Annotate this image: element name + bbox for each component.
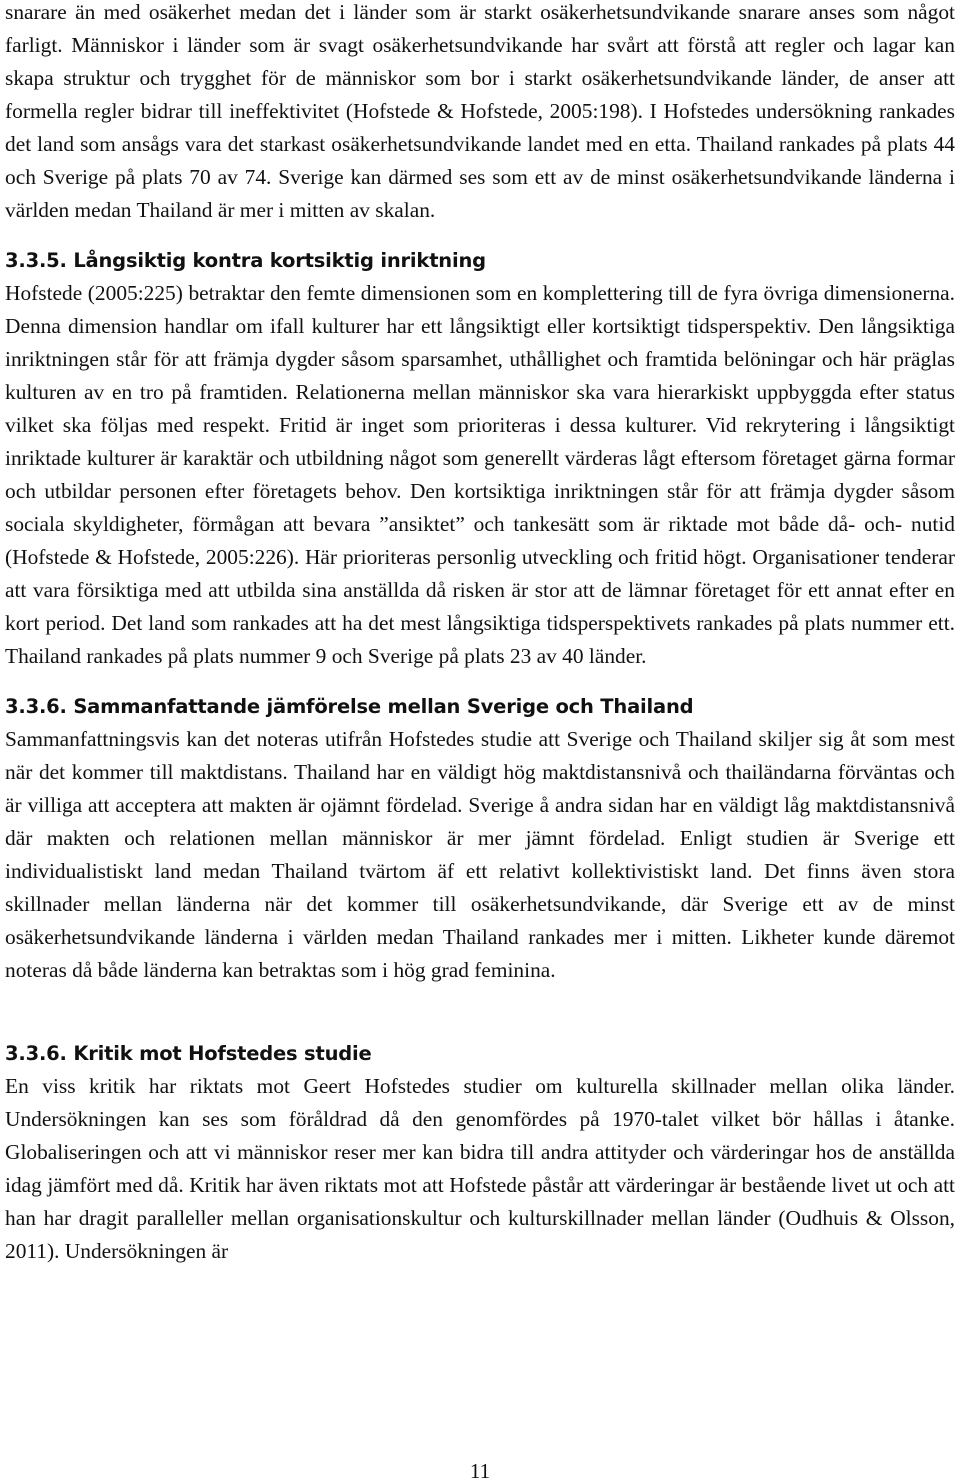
section-heading-criticism: 3.3.6. Kritik mot Hofstedes studie [5,1042,372,1065]
section-body-summary-comparison: Sammanfattningsvis kan det noteras utifrån Hofstedes studie att Sverige och Thailand skiljer sig åt som mest när det kommer till maktdistans. Thailand har en väldigt hög maktdistansnivå och thailändarna förväntas och är villiga att acceptera att makten är ojämnt fördelad. Sverige å andra sidan har en väldigt låg maktdistansnivå där makten och relationen mellan människor är mer jämnt fördelad. Enligt studien är Sverige ett individualistiskt land medan Thailand tvärtom äf ett relativt kollektivistiskt land. Det finns även stora skillnader mellan länderna när det kommer till osäkerhetsundvikande, där Sverige ett av de minst osäkerhetsundvikande länderna i världen medan Thailand rankades mer i mitten. Likheter kunde däremot noteras då både länderna kan betraktas som i hög grad feminina. [5,727,955,982]
intro-paragraph: snarare än med osäkerhet medan det i länder som är starkt osäkerhetsundvikande snarare anses som något farligt. Människor i länder som är svagt osäkerhetsundvikande har svårt att förstå att regler och lagar kan skapa struktur och trygghet för de människor som bor i starkt osäkerhetsundvikande länder, de anser att formella regler bidrar till ineffektivitet (Hofstede & Hofstede, 2005:198). I Hofstedes undersökning rankades det land som ansågs vara det starkast osäkerhetsundvikande landet med en etta. Thailand rankades på plats 44 och Sverige på plats 70 av 74. Sverige kan därmed ses som ett av de minst osäkerhetsundvikande länderna i världen medan Thailand är mer i mitten av skalan. [5,0,955,222]
section-heading-long-term-orientation: 3.3.5. Långsiktig kontra kortsiktig inriktning [5,249,486,272]
section-heading-summary-comparison: 3.3.6. Sammanfattande jämförelse mellan Sverige och Thailand [5,695,694,718]
section-body-criticism: En viss kritik har riktats mot Geert Hofstedes studier om kulturella skillnader mellan olika länder. Undersökningen kan ses som föråldrad då den genomfördes på 1970-talet vilket bör hållas i åtanke. Globaliseringen och att vi människor reser mer kan bidra till andra attityder och värderingar hos de anställda idag jämfört med då. Kritik har även riktats mot att Hofstede påstår att värderingar är bestående livet ut och att han har dragit paralleller mellan organisationskultur och kulturskillnader mellan länder (Oudhuis & Olsson, 2011). Undersökningen är [5,1074,955,1263]
section-body-long-term-orientation: Hofstede (2005:225) betraktar den femte dimensionen som en komplettering till de fyra övriga dimensionerna. Denna dimension handlar om ifall kulturer har ett långsiktigt eller kortsiktigt tidsperspektiv. Den långsiktiga inriktningen står för att främja dygder såsom sparsamhet, uthållighet och framtida belöningar och här präglas kulturen av en tro på framtiden. Relationerna mellan människor ska vara hierarkiskt uppbyggda efter status vilket ska följas med respekt. Fritid är inget som prioriteras i dessa kulturer. Vid rekrytering i långsiktigt inriktade kulturer är karaktär och utbildning något som generellt värderas lågt eftersom företaget gärna formar och utbildar personen efter företagets behov. Den kortsiktiga inriktningen står för att främja dygder såsom sociala skyldigheter, förmågan att bevara ”ansiktet” och tankesätt som är riktade mot både då- och- nutid (Hofstede & Hofstede, 2005:226). Här prioriteras personlig utveckling och fritid högt. Organisationer tenderar att vara försiktiga med att utbilda sina anställda då risken är stor att de lämnar företaget för ett annat efter en kort period. Det land som rankades att ha det mest långsiktiga tidsperspektivets rankades på plats nummer ett. Thailand rankades på plats nummer 9 och Sverige på plats 23 av 40 länder. [5,281,955,668]
document-page [5,0,955,1268]
page-number: 11 [469,1459,491,1483]
